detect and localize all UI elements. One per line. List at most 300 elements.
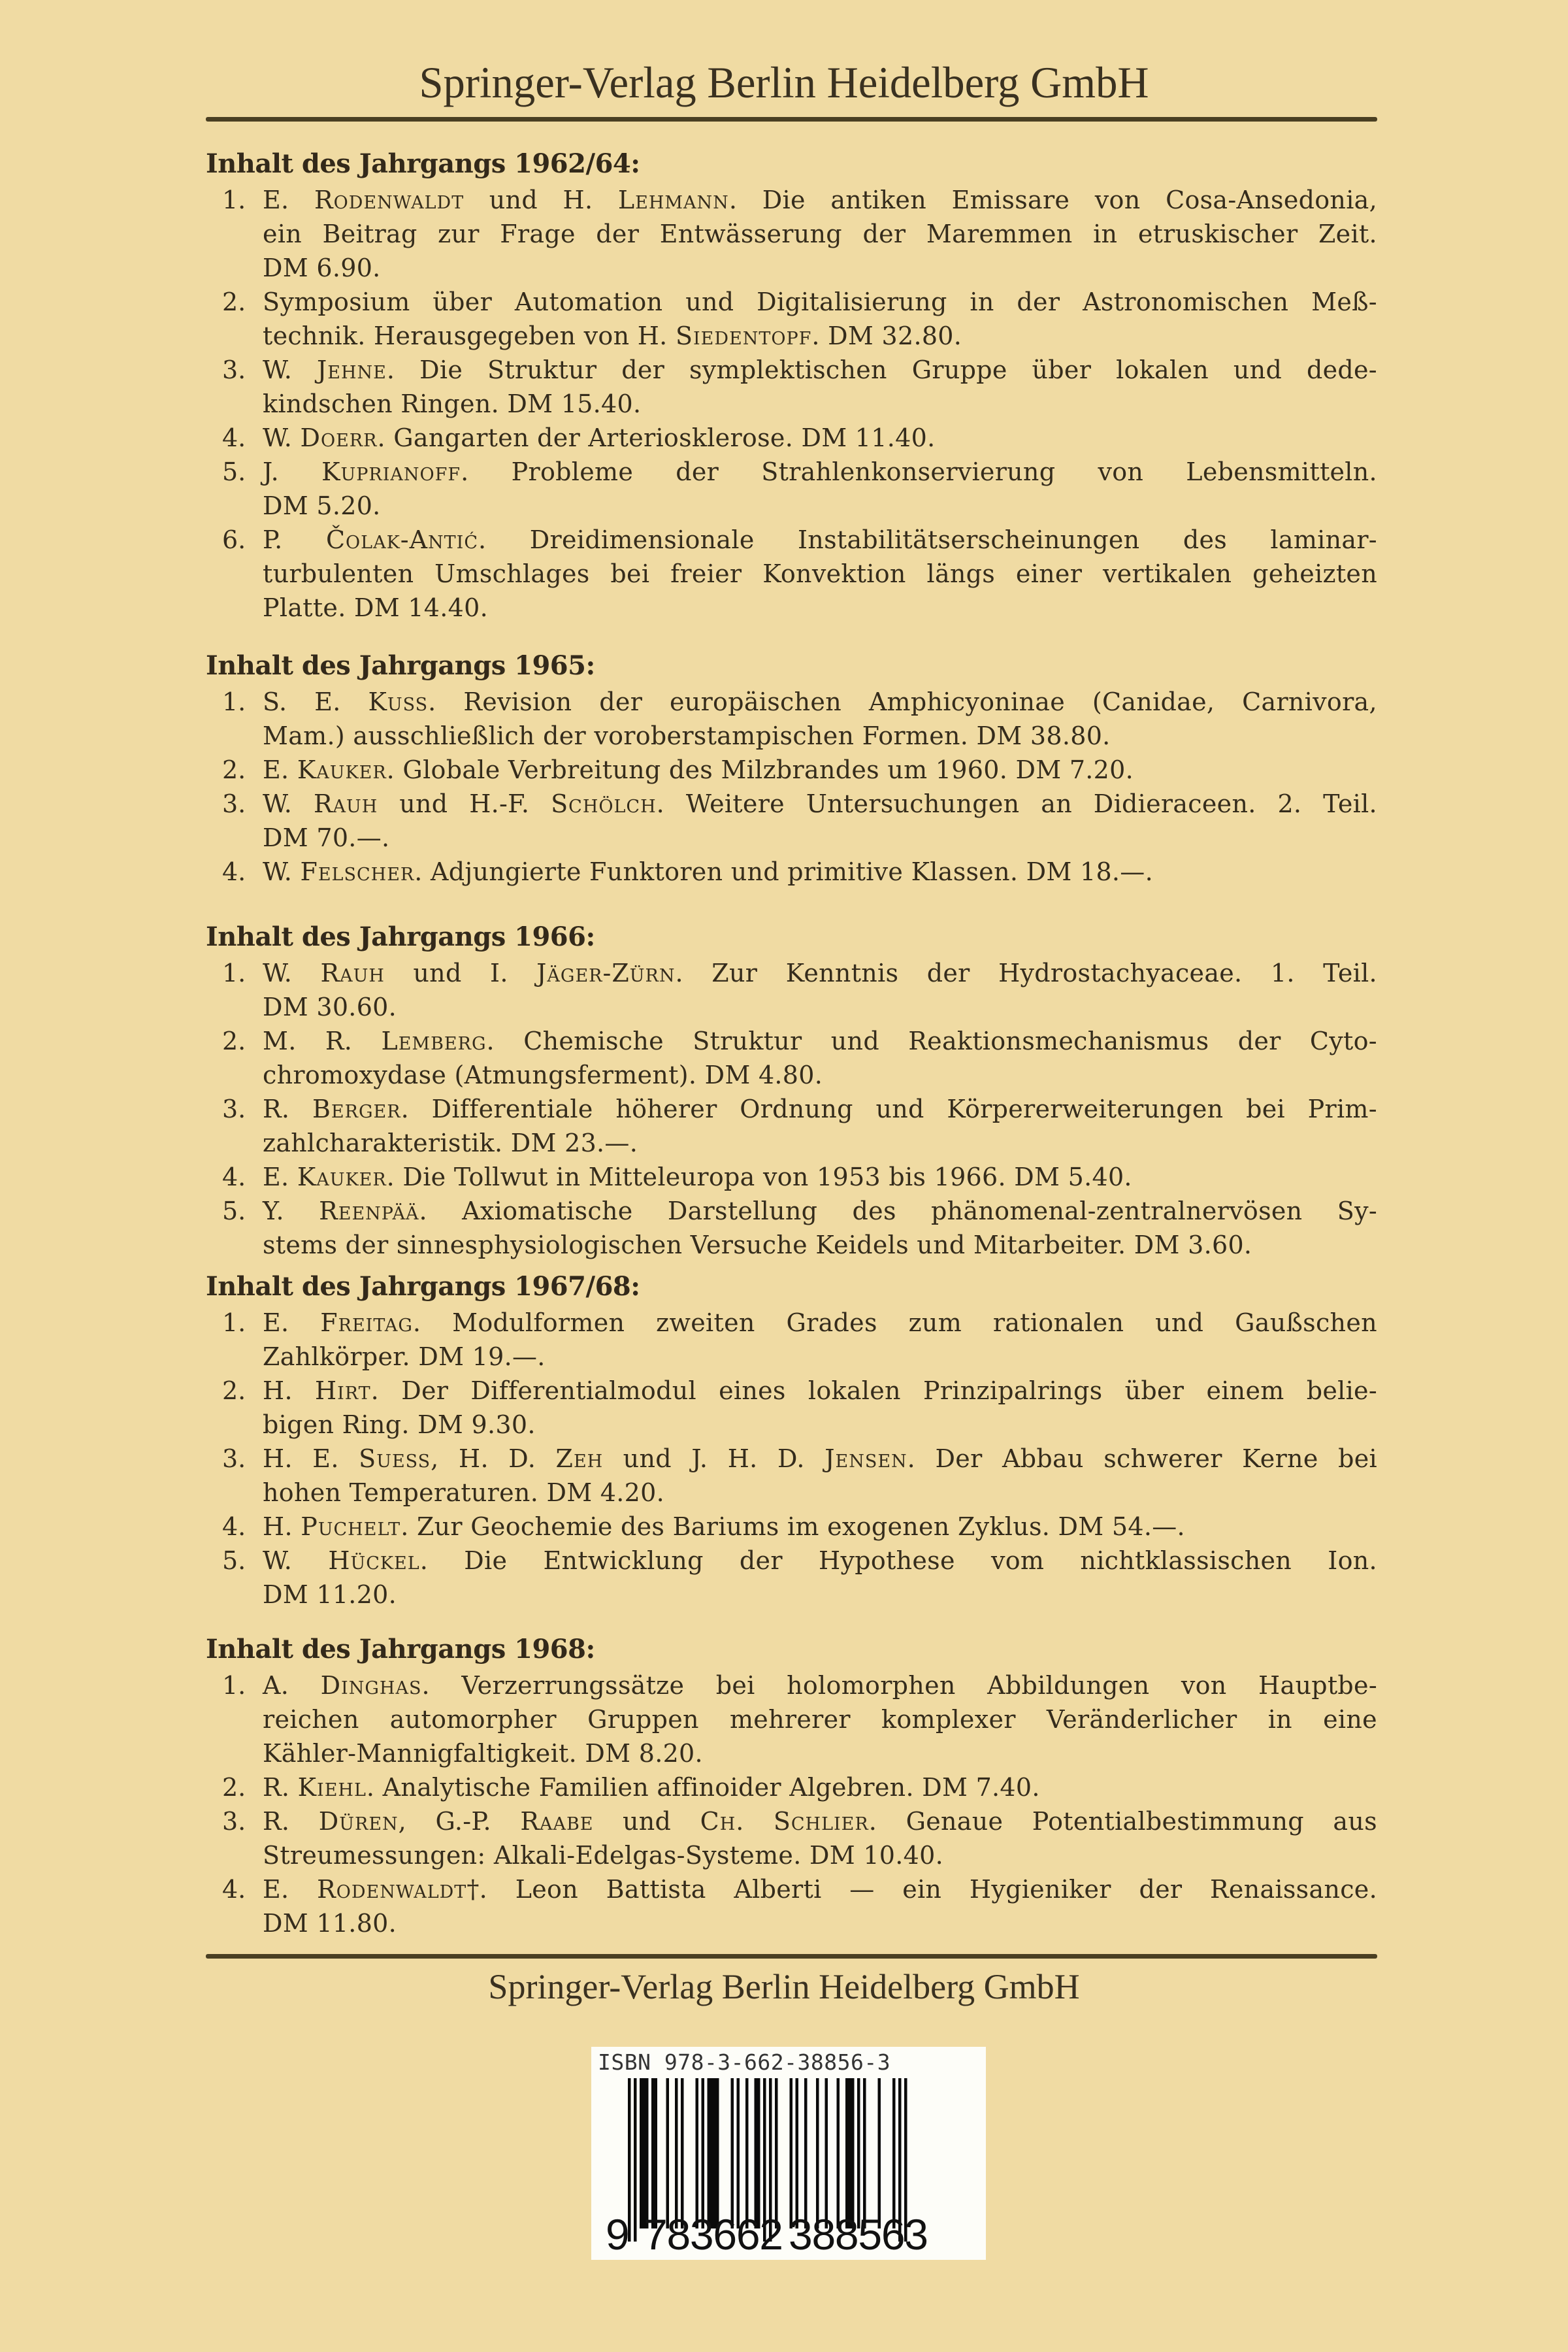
item-text: lokalen	[808, 1376, 901, 1405]
item-text: Cosa-Ansedonia,	[1166, 186, 1377, 214]
list-item	[206, 285, 1377, 353]
item-number: 5.	[222, 457, 246, 486]
item-number: 1.	[222, 687, 246, 716]
item-line	[263, 1374, 1377, 1408]
list-item	[206, 1194, 1377, 1262]
item-line	[263, 1804, 1377, 1838]
item-text: Renaissance.	[1210, 1875, 1377, 1904]
author-name: Schlier	[773, 1807, 869, 1836]
item-number: 2.	[222, 1773, 246, 1802]
item-text: .	[421, 1671, 430, 1700]
barcode-bar	[837, 2078, 840, 2228]
item-line	[263, 251, 1377, 285]
item-number: 6.	[222, 525, 246, 554]
item-text: DM 70.—.	[263, 823, 390, 852]
item-text: . Die Tollwut in Mitteleuropa von 1953 bis 1966. DM 5.40.	[386, 1163, 1132, 1191]
list-item	[206, 353, 1377, 421]
barcode-bar	[666, 2078, 670, 2228]
item-text: nichtklassischen	[1080, 1546, 1292, 1575]
item-text: H.	[263, 1376, 293, 1405]
word-group	[326, 523, 486, 557]
item-text: aus	[1333, 1807, 1377, 1836]
item-number: 5.	[222, 1546, 246, 1575]
author-name: Rauh	[313, 789, 378, 818]
ean-first-digit: 9	[606, 2210, 630, 2259]
item-text: zweiten	[656, 1308, 755, 1337]
section-heading: Inhalt des Jahrgangs 1968:	[206, 1634, 595, 1665]
author-name: Kuss	[368, 687, 429, 716]
item-text: und	[623, 1807, 672, 1836]
item-text: über	[1032, 356, 1092, 384]
item-text: in	[970, 288, 994, 316]
author-name: Ch.	[700, 1807, 745, 1836]
item-text: Axiomatische	[462, 1197, 633, 1225]
item-text: und	[1233, 356, 1282, 384]
item-text: . Analytische Familien affinoider Algebren. DM 7.40.	[366, 1773, 1040, 1802]
barcode-bar	[790, 2078, 793, 2228]
item-number: 3.	[222, 1095, 246, 1123]
barcode-bar	[878, 2078, 881, 2228]
barcode-bar	[757, 2078, 760, 2228]
barcode-bar	[825, 2078, 828, 2228]
item-text: Symposium	[263, 288, 410, 316]
item-text: Modulformen	[452, 1308, 625, 1337]
item-text: Mam.) ausschließlich der voroberstampischen Formen. DM 38.80.	[263, 721, 1111, 750]
author-name: Rauh	[320, 959, 385, 987]
item-line	[263, 1838, 1377, 1872]
list-item	[206, 523, 1377, 625]
item-number: 4.	[222, 1163, 246, 1191]
item-line	[263, 1510, 1377, 1544]
author-name: Zeh	[555, 1444, 604, 1473]
item-text: . Adjungierte Funktoren und primitive Klassen. DM 18.—.	[414, 857, 1153, 886]
item-text: ,	[431, 1444, 439, 1473]
item-text: in	[1267, 1705, 1292, 1734]
item-text: ein	[263, 220, 302, 248]
barcode-bar	[851, 2078, 855, 2228]
item-text: Ordnung	[740, 1095, 853, 1123]
item-text: R.	[263, 1095, 290, 1123]
item-text: .	[907, 1444, 916, 1473]
item-text: zur	[438, 220, 480, 248]
item-text: stems der sinnesphysiologischen Versuche Keidels und Mitarbeiter. DM 3.60.	[263, 1231, 1252, 1259]
item-text: von	[1098, 457, 1144, 486]
item-text: Instabilitätserscheinungen	[798, 525, 1140, 554]
item-line	[263, 1306, 1377, 1340]
item-text: ein	[902, 1875, 942, 1904]
item-line	[263, 1668, 1377, 1702]
item-text: vom	[990, 1546, 1045, 1575]
item-text: Alberti	[734, 1875, 822, 1904]
author-name: Lemberg	[381, 1027, 487, 1055]
item-text: DM 5.20.	[263, 491, 381, 520]
barcode-bar	[804, 2078, 808, 2228]
item-text: von	[1094, 186, 1141, 214]
item-text: Darstellung	[667, 1197, 818, 1225]
item-text: . DM 32.80.	[811, 322, 962, 350]
item-text: W.	[263, 789, 293, 818]
list-item	[206, 1770, 1377, 1804]
item-line	[263, 387, 1377, 421]
section-heading: Inhalt des Jahrgangs 1965:	[206, 650, 595, 681]
item-text: Der	[935, 1444, 983, 1473]
item-line	[263, 1442, 1377, 1476]
item-text: .	[486, 1027, 495, 1055]
item-text: E.	[263, 186, 289, 214]
item-text: schwerer	[1103, 1444, 1222, 1473]
item-line	[263, 719, 1377, 753]
item-text: in	[1093, 220, 1118, 248]
author-name: Rodenwaldt	[314, 186, 465, 214]
item-text: .	[400, 1095, 409, 1123]
word-group	[368, 685, 436, 719]
ean-left-digits: 783662	[644, 2210, 783, 2259]
item-text: Amphicyoninae	[868, 687, 1066, 716]
item-line	[263, 1906, 1377, 1940]
item-text: Didieraceen.	[1093, 789, 1256, 818]
item-text: und	[623, 1444, 672, 1473]
item-text: .	[478, 525, 487, 554]
item-text: turbulenten	[263, 559, 414, 588]
item-text: 2.	[1277, 789, 1302, 818]
barcode-bar	[857, 2078, 860, 2228]
item-text: Entwässerung	[659, 220, 842, 248]
section-0	[206, 145, 1377, 625]
item-text: rationalen	[992, 1308, 1124, 1337]
barcode-bar	[796, 2078, 799, 2228]
author-name: Lehmann	[617, 186, 729, 214]
item-number: 2.	[222, 1027, 246, 1055]
item-text: Zahlkörper. DM 19.—.	[263, 1342, 546, 1371]
item-text: E.	[314, 687, 341, 716]
item-line	[263, 990, 1377, 1024]
item-line	[263, 753, 1377, 787]
barcode-bar	[775, 2078, 778, 2228]
item-text: ,	[398, 1807, 407, 1836]
item-line	[263, 1160, 1377, 1194]
item-text: des	[852, 1197, 896, 1225]
section-heading: Inhalt des Jahrgangs 1962/64:	[206, 148, 640, 179]
word-group	[315, 1374, 379, 1408]
author-name: Hirt	[314, 1376, 371, 1405]
item-line	[263, 455, 1377, 489]
item-number: 4.	[222, 1512, 246, 1541]
item-text: antiken	[830, 186, 926, 214]
item-text: der	[676, 457, 719, 486]
item-text: DM 11.80.	[263, 1909, 397, 1938]
item-text: und	[413, 959, 462, 987]
list-item	[206, 1872, 1377, 1940]
item-number: 2.	[222, 288, 246, 316]
list-item	[206, 183, 1377, 285]
item-text: über	[433, 288, 493, 316]
item-text: kindschen Ringen. DM 15.40.	[263, 389, 642, 418]
item-text: .	[370, 1376, 380, 1405]
publisher-title: Springer-Verlag Berlin Heidelberg GmbH	[419, 58, 1149, 107]
item-text: Platte. DM 14.40.	[263, 593, 488, 622]
author-name: Jensen	[825, 1444, 907, 1473]
item-text: H.	[459, 1444, 489, 1473]
author-name: Čolak-Antić	[325, 525, 478, 554]
barcode-bar	[755, 2078, 758, 2228]
word-group	[312, 1092, 409, 1126]
author-name: Berger	[312, 1095, 401, 1123]
item-text: Strahlenkonservierung	[761, 457, 1056, 486]
item-text: holomorphen	[787, 1671, 956, 1700]
word-group	[328, 1544, 428, 1578]
item-text: Gruppe	[911, 356, 1007, 384]
list-item	[206, 1306, 1377, 1374]
item-text: der	[1237, 1027, 1281, 1055]
item-text: dede-	[1306, 356, 1377, 384]
barcode-bar	[634, 2078, 637, 2242]
item-text: Teil.	[1323, 959, 1377, 987]
item-text: Kenntnis	[785, 959, 899, 987]
word-group	[359, 1442, 438, 1476]
item-line	[263, 1092, 1377, 1126]
author-name: Puchelt	[301, 1512, 401, 1541]
item-text: vertikalen	[1102, 559, 1232, 588]
item-text: an	[1041, 789, 1072, 818]
item-text: Probleme	[511, 457, 634, 486]
item-text: H.	[263, 1444, 293, 1473]
author-name: Düren	[318, 1807, 399, 1836]
word-group	[317, 353, 395, 387]
item-line	[263, 1340, 1377, 1374]
item-text: A.	[263, 1671, 289, 1700]
item-text: S.	[263, 687, 287, 716]
list-item	[206, 855, 1377, 889]
item-text: Maremmen	[926, 220, 1073, 248]
author-name: Kauker	[297, 755, 387, 784]
item-text: J.	[691, 1444, 708, 1473]
item-text: E.	[312, 1444, 339, 1473]
section-heading: Inhalt des Jahrgangs 1966:	[206, 921, 595, 952]
item-text: .	[868, 1807, 877, 1836]
item-text: Zeit.	[1318, 220, 1377, 248]
item-line	[263, 855, 1377, 889]
bottom-rule	[206, 1954, 1377, 1959]
item-text: Entwicklung	[543, 1546, 704, 1575]
list-item	[206, 1804, 1377, 1872]
list-item	[206, 753, 1377, 787]
item-text: der	[599, 687, 643, 716]
item-text: Leon	[515, 1875, 578, 1904]
item-text: Prinzipalrings	[923, 1376, 1103, 1405]
author-name: Doerr	[300, 423, 378, 452]
item-text: eines	[719, 1376, 786, 1405]
item-text: Cyto-	[1309, 1027, 1377, 1055]
section-1	[206, 647, 1377, 889]
item-line	[263, 1126, 1377, 1160]
list-item	[206, 1668, 1377, 1770]
item-text: einem	[1206, 1376, 1284, 1405]
item-text: Differentialmodul	[470, 1376, 696, 1405]
item-line	[263, 787, 1377, 821]
list-item	[206, 421, 1377, 455]
item-text: einer	[1015, 559, 1083, 588]
item-text: J.	[263, 457, 279, 486]
item-text: Teil.	[1323, 789, 1377, 818]
item-text: Struktur	[693, 1027, 802, 1055]
item-line	[263, 1476, 1377, 1510]
item-text: der	[739, 1546, 783, 1575]
author-name: Jäger-Zürn	[536, 959, 676, 987]
item-line	[263, 591, 1377, 625]
item-text: Streumessungen: Alkali-Edelgas-Systeme. DM 10.40.	[263, 1841, 943, 1870]
list-item	[206, 1544, 1377, 1612]
item-text: Umschlages	[434, 559, 590, 588]
item-line	[263, 956, 1377, 990]
barcode-bar	[816, 2078, 819, 2228]
item-line	[263, 1702, 1377, 1736]
item-text: Ion.	[1328, 1546, 1377, 1575]
item-text: längs	[926, 559, 996, 588]
footer-publisher: Springer-Verlag Berlin Heidelberg GmbH	[488, 1967, 1080, 2006]
author-name: Rodenwaldt	[317, 1875, 467, 1904]
item-text: E.	[263, 755, 297, 784]
section-heading: Inhalt des Jahrgangs 1967/68:	[206, 1271, 640, 1302]
item-text: chromoxydase (Atmungsferment). DM 4.80.	[263, 1061, 823, 1089]
item-line	[263, 523, 1377, 557]
item-text: der	[596, 220, 640, 248]
item-text: .	[728, 186, 738, 214]
item-text: der	[1017, 288, 1060, 316]
item-number: 3.	[222, 1444, 246, 1473]
word-group	[319, 1804, 406, 1838]
top-rule	[206, 117, 1377, 122]
item-number: 2.	[222, 755, 246, 784]
list-item	[206, 1092, 1377, 1160]
list-item	[206, 1160, 1377, 1194]
item-text: Chemische	[523, 1027, 664, 1055]
barcode-bar	[713, 2078, 717, 2228]
list-item	[206, 1442, 1377, 1510]
barcode-bar	[702, 2078, 705, 2228]
item-text: Revision	[463, 687, 572, 716]
list-item	[206, 787, 1377, 855]
item-text: Battista	[606, 1875, 706, 1904]
item-text: Lebensmitteln.	[1186, 457, 1377, 486]
item-text: zahlcharakteristik. DM 23.—.	[263, 1129, 638, 1157]
barcode-bar	[643, 2078, 646, 2228]
word-group	[381, 1024, 494, 1058]
item-text: H.	[727, 1444, 758, 1473]
item-text: Genaue	[906, 1807, 1004, 1836]
list-item	[206, 956, 1377, 1024]
barcode-bar	[708, 2078, 711, 2228]
item-text: Hypothese	[819, 1546, 955, 1575]
isbn-label: ISBN 978-3-662-38856-3	[598, 2049, 891, 2075]
item-text: Verzerrungssätze	[461, 1671, 685, 1700]
item-text: Hygieniker	[969, 1875, 1111, 1904]
author-name: Kuprianoff	[321, 457, 461, 486]
item-text: H.-F.	[469, 789, 530, 818]
isbn-barcode	[591, 2047, 986, 2260]
item-text: technik. Herausgegeben von H.	[263, 322, 676, 350]
item-text: des	[1183, 525, 1228, 554]
item-text: bei	[1246, 1095, 1285, 1123]
item-text: eine	[1323, 1705, 1377, 1734]
item-text: Die	[762, 186, 806, 214]
item-text: Reaktionsmechanismus	[908, 1027, 1209, 1055]
item-text: freier	[670, 559, 742, 588]
author-name: Felscher	[300, 857, 415, 886]
list-item	[206, 685, 1377, 753]
item-text: Struktur	[487, 356, 597, 384]
item-text: und	[399, 789, 448, 818]
item-text: komplexer	[881, 1705, 1016, 1734]
item-text: —	[849, 1875, 875, 1904]
section-3	[206, 1268, 1377, 1612]
item-text: reichen	[263, 1705, 359, 1734]
item-text: Grades	[786, 1308, 877, 1337]
item-text: W.	[263, 423, 301, 452]
item-number: 1.	[222, 186, 246, 214]
item-text: Sy-	[1337, 1197, 1377, 1225]
item-text: Differentiale	[431, 1095, 593, 1123]
item-text: bei	[715, 1671, 755, 1700]
author-name: Jehne	[317, 356, 387, 384]
item-line	[263, 319, 1377, 353]
word-group	[321, 455, 468, 489]
item-text: mehrerer	[729, 1705, 851, 1734]
item-number: 1.	[222, 1671, 246, 1700]
section-2	[206, 918, 1377, 1262]
barcode-bar	[710, 2078, 713, 2228]
barcode-bar	[731, 2078, 734, 2228]
barcode-bar	[863, 2078, 866, 2228]
item-text: E.	[263, 1163, 297, 1191]
item-line	[263, 489, 1377, 523]
item-text: I.	[490, 959, 508, 987]
item-text: . Gangarten der Arteriosklerose. DM 11.40.	[377, 423, 936, 452]
item-text: Weitere	[685, 789, 785, 818]
item-text: höherer	[615, 1095, 717, 1123]
item-line	[263, 1578, 1377, 1612]
item-text: Astronomischen	[1083, 288, 1289, 316]
word-group	[319, 1194, 427, 1228]
item-text: Carnivora,	[1242, 687, 1377, 716]
item-text: . Globale Verbreitung des Milzbrandes um 1960. DM 7.20.	[386, 755, 1134, 784]
item-text: lokalen	[1116, 356, 1209, 384]
author-name: Kiehl	[297, 1773, 367, 1802]
item-text: .	[386, 356, 395, 384]
item-text: und	[830, 1027, 879, 1055]
item-text: . Zur Geochemie des Bariums im exogenen Zyklus. DM 54.—.	[400, 1512, 1185, 1541]
author-name: Freitag	[320, 1308, 413, 1337]
item-line	[263, 1194, 1377, 1228]
item-text: und	[489, 186, 538, 214]
item-text: Potentialbestimmung	[1032, 1807, 1304, 1836]
item-text: phänomenal-zentralnervösen	[931, 1197, 1303, 1225]
item-text: .	[419, 1546, 429, 1575]
item-text: Gaußschen	[1235, 1308, 1377, 1337]
item-text: der	[926, 959, 970, 987]
item-text: D.	[777, 1444, 805, 1473]
item-text: Abbau	[1002, 1444, 1084, 1473]
word-group	[317, 1872, 487, 1906]
item-text: über	[1124, 1376, 1184, 1405]
barcode-bar	[655, 2078, 658, 2228]
item-text: und	[685, 288, 734, 316]
item-text: Zur	[711, 959, 758, 987]
word-group	[774, 1804, 877, 1838]
item-text: E.	[263, 1875, 289, 1904]
item-text: Kähler-Mannigfaltigkeit. DM 8.20.	[263, 1739, 703, 1768]
author-name: Dinghas	[320, 1671, 422, 1700]
section-4	[206, 1631, 1377, 1940]
